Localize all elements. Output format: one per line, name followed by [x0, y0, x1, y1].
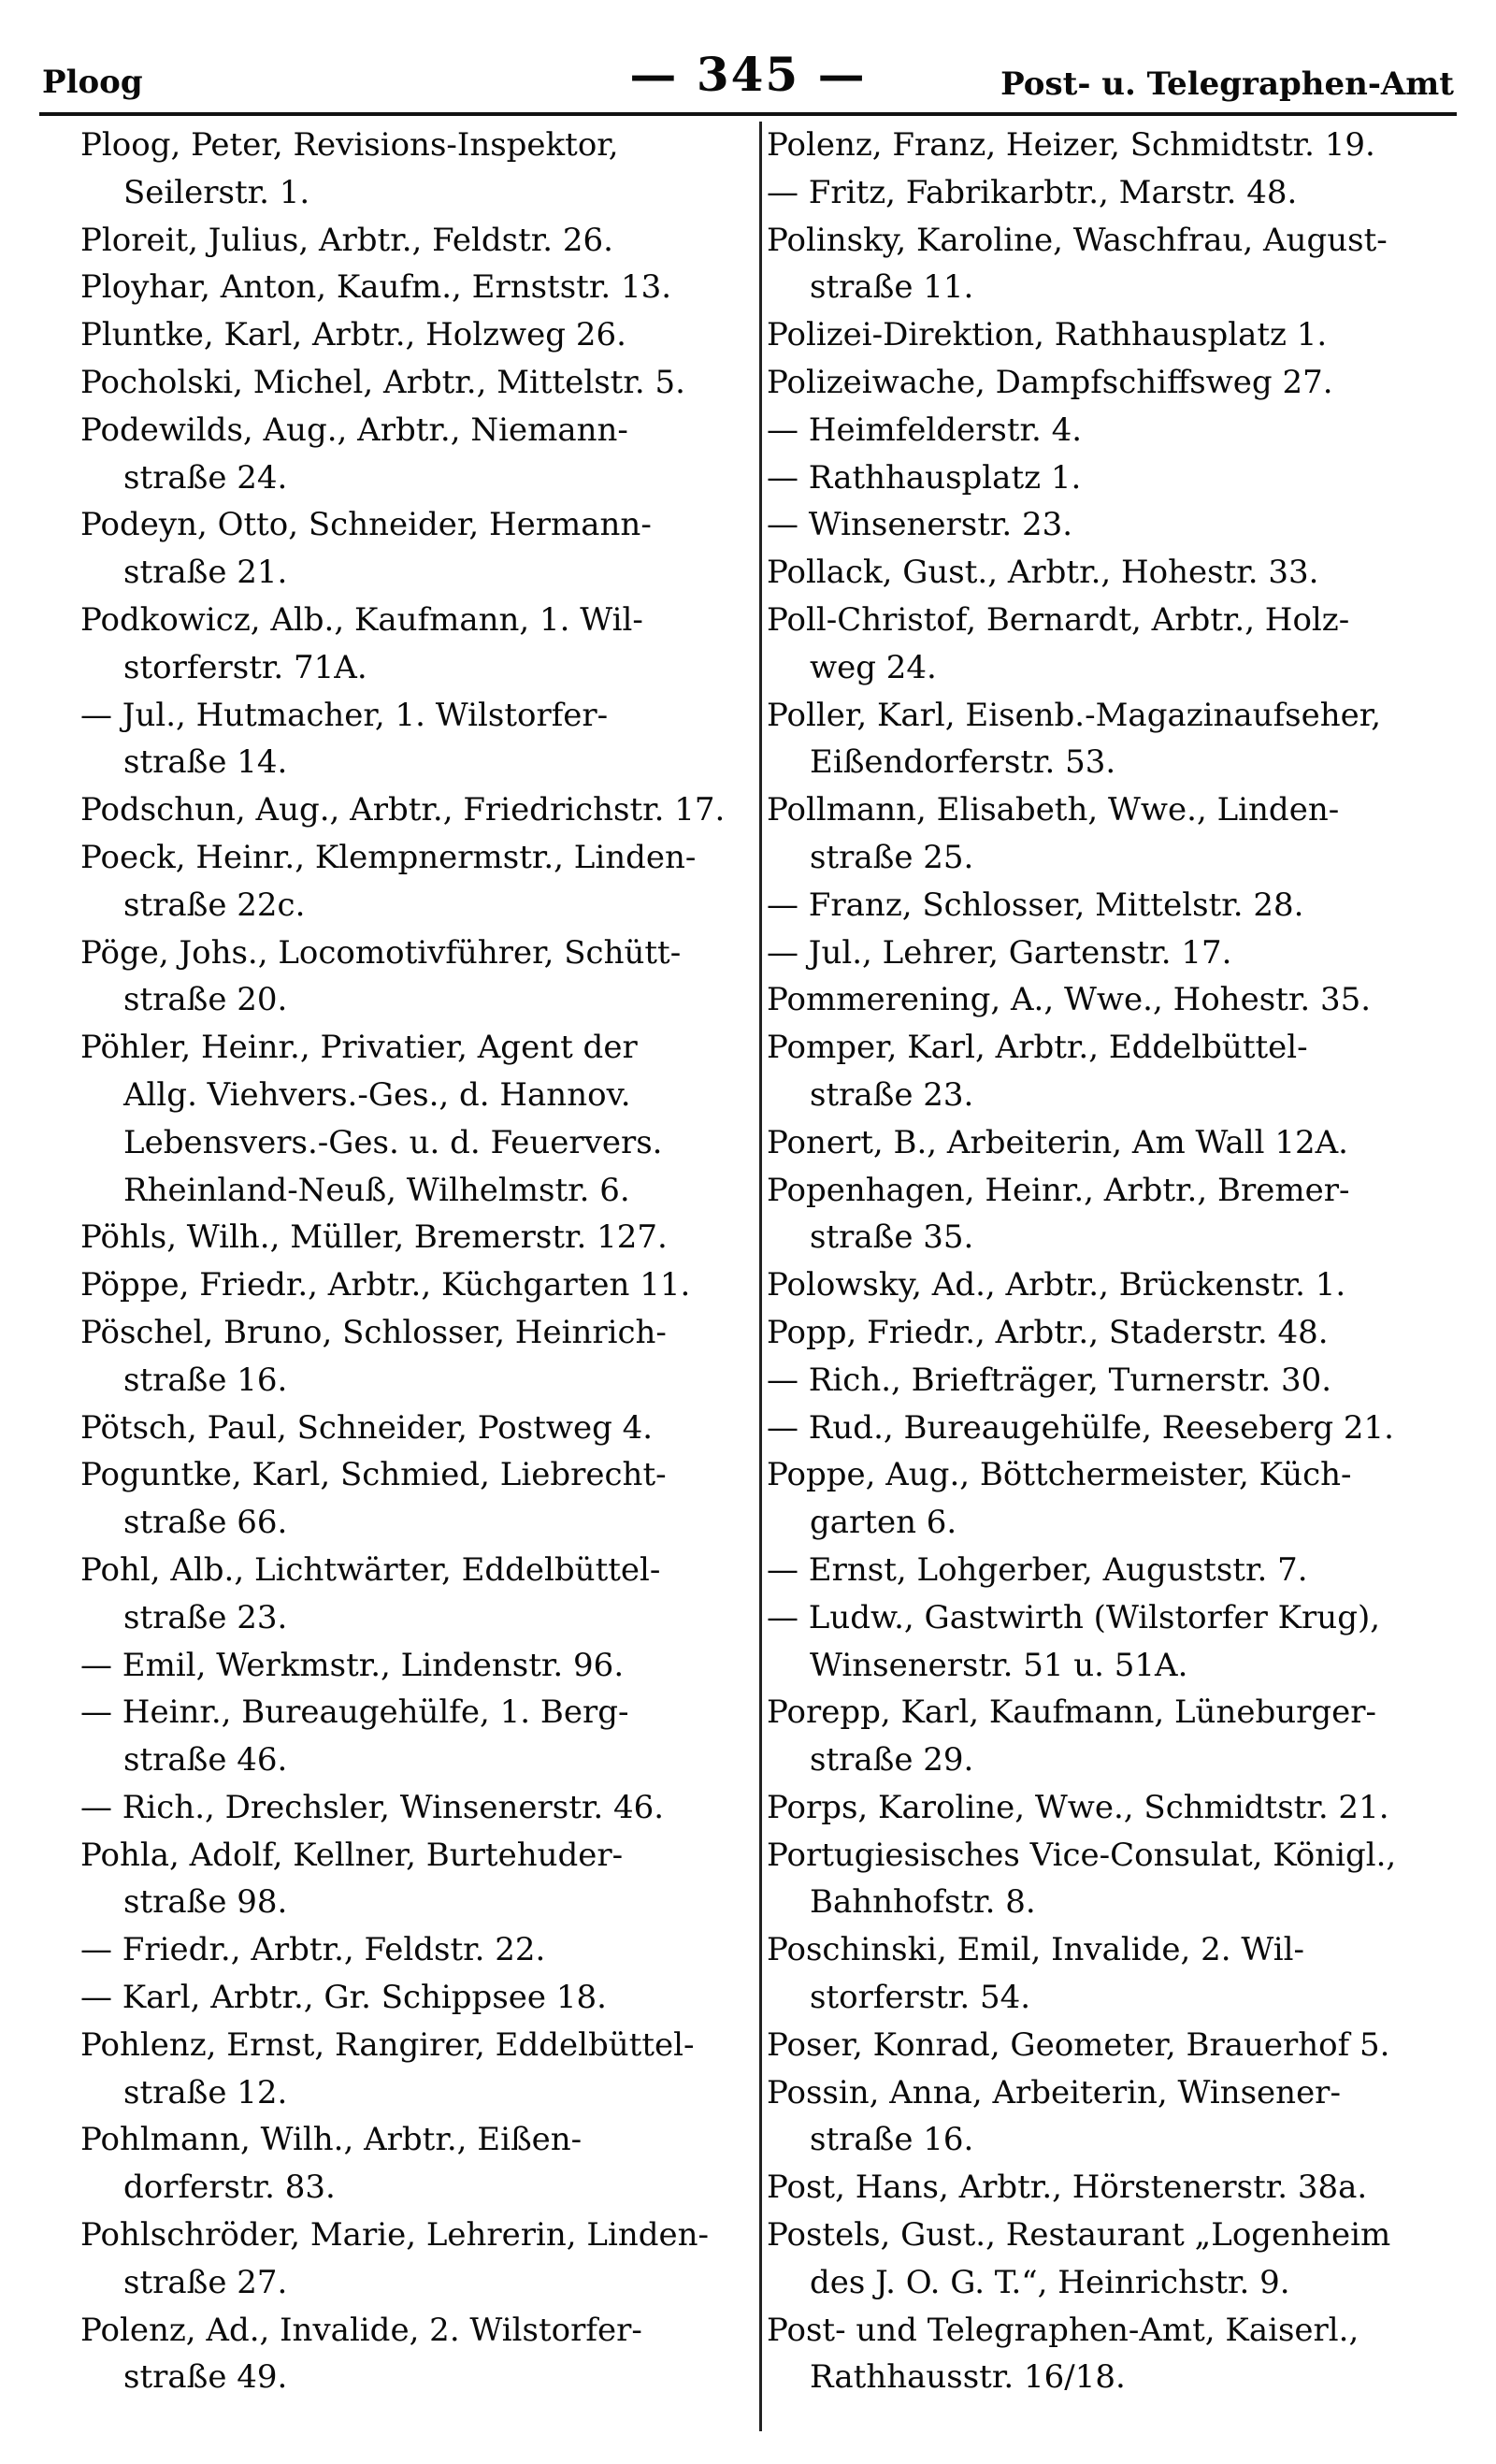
entry-line: straße 16. [123, 1361, 288, 1399]
directory-entry [80, 1309, 765, 1405]
entry-line: Pöschel, Bruno, Schlosser, Heinrich- [80, 1313, 667, 1351]
directory-entry [767, 2022, 1451, 2069]
entry-line: Possin, Anna, Arbeiterin, Winsener- [767, 2073, 1341, 2111]
directory-entry [767, 882, 1451, 929]
entry-line: straße 25. [810, 838, 974, 876]
entry-line: Pommerening, A., Wwe., Hohestr. 35. [767, 981, 1372, 1019]
entry-line: Pollmann, Elisabeth, Wwe., Linden- [767, 791, 1340, 829]
entry-line: Polenz, Franz, Heizer, Schmidtstr. 19. [767, 126, 1375, 164]
entry-line: Rathhausstr. 16/18. [810, 2358, 1126, 2397]
entry-line: Poser, Konrad, Geometer, Brauerhof 5. [767, 2025, 1390, 2064]
header-rule [39, 112, 1457, 116]
entry-line: Podewilds, Aug., Arbtr., Niemann- [80, 411, 628, 449]
entry-line: storferstr. 54. [810, 1979, 1031, 2017]
directory-entry [767, 2307, 1451, 2402]
directory-entry [767, 311, 1451, 359]
entry-line: Pohlmann, Wilh., Arbtr., Eißen- [80, 2121, 583, 2159]
entry-line: storferstr. 71A. [123, 648, 367, 686]
entry-line: Ploog, Peter, Revisions-Inspektor, [80, 126, 619, 164]
directory-entry [767, 549, 1451, 597]
entry-line: straße 35. [810, 1218, 974, 1257]
entry-line: Bahnhofstr. 8. [810, 1883, 1036, 1922]
entry-line: straße 21. [123, 554, 288, 592]
entry-line: Polizeiwache, Dampfschiffsweg 27. [767, 363, 1333, 401]
entry-line: Poppe, Aug., Böttchermeister, Küch- [767, 1456, 1352, 1494]
directory-entry [767, 1547, 1451, 1594]
entry-line: Portugiesisches Vice-Consulat, Königl., [767, 1836, 1397, 1874]
entry-line: straße 22c. [123, 886, 306, 924]
entry-line: Popenhagen, Heinr., Arbtr., Bremer- [767, 1171, 1350, 1209]
running-head-right: Post- u. Telegraphen-Amt [1000, 65, 1454, 103]
directory-entry [80, 2307, 765, 2402]
entry-line: — Heinr., Bureaugehülfe, 1. Berg- [80, 1693, 629, 1732]
directory-entry [80, 1689, 765, 1784]
entry-line: Polenz, Ad., Invalide, 2. Wilstorfer- [80, 2311, 642, 2349]
entry-line: Ployhar, Anton, Kaufm., Ernststr. 13. [80, 268, 672, 307]
directory-entry [80, 1974, 765, 2022]
entry-line: dorferstr. 83. [123, 2169, 336, 2207]
entry-line: Pohla, Adolf, Kellner, Burtehuder- [80, 1836, 624, 1874]
left-column [80, 122, 765, 2401]
directory-entry [80, 122, 765, 217]
entry-line: straße 23. [810, 1075, 974, 1114]
page-number: — 345 — [629, 47, 867, 102]
directory-entry [767, 1405, 1451, 1452]
directory-entry [80, 407, 765, 502]
entry-line: straße 27. [123, 2263, 288, 2301]
directory-entry [80, 834, 765, 929]
directory-entry [767, 976, 1451, 1024]
entry-line: straße 49. [123, 2358, 288, 2397]
directory-entry [80, 929, 765, 1025]
entry-line: Allg. Viehvers.-Ges., d. Hannov. [123, 1075, 631, 1114]
entry-line: straße 46. [123, 1741, 288, 1780]
directory-entry [767, 2212, 1451, 2307]
directory-entry [767, 1832, 1451, 1927]
entry-line: Pohlenz, Ernst, Rangirer, Eddelbüttel- [80, 2025, 695, 2064]
entry-line: Pöhler, Heinr., Privatier, Agent der [80, 1029, 638, 1067]
directory-entry [767, 597, 1451, 692]
entry-line: Post- und Telegraphen-Amt, Kaiserl., [767, 2311, 1359, 2349]
entry-line: straße 98. [123, 1883, 288, 1922]
running-head-left: Ploog [42, 64, 143, 101]
directory-entry [767, 501, 1451, 549]
directory-entry [767, 929, 1451, 977]
entry-line: Podeyn, Otto, Schneider, Hermann- [80, 506, 652, 544]
entry-line: Pohl, Alb., Lichtwärter, Eddelbüttel- [80, 1550, 661, 1589]
directory-entry [80, 2116, 765, 2212]
directory-entry [767, 1594, 1451, 1690]
directory-entry [80, 1214, 765, 1261]
directory-entry [767, 1167, 1451, 1262]
entry-line: garten 6. [810, 1504, 957, 1542]
directory-entry [767, 454, 1451, 502]
directory-entry [80, 786, 765, 834]
entry-line: — Friedr., Arbtr., Feldstr. 22. [80, 1931, 546, 1969]
directory-entry [80, 692, 765, 787]
directory-entry [80, 1547, 765, 1642]
entry-line: straße 14. [123, 743, 288, 782]
entry-line: Ponert, B., Arbeiterin, Am Wall 12A. [767, 1123, 1348, 1161]
directory-entry [80, 1405, 765, 1452]
directory-entry [80, 359, 765, 407]
directory-entry [767, 1784, 1451, 1832]
directory-entry [767, 692, 1451, 787]
entry-line: weg 24. [810, 648, 937, 686]
entry-line: Poller, Karl, Eisenb.-Magazinaufseher, [767, 696, 1382, 734]
directory-entry [767, 1451, 1451, 1547]
entry-line: straße 24. [123, 458, 288, 497]
entry-line: — Rud., Bureaugehülfe, Reeseberg 21. [767, 1408, 1394, 1447]
entry-line: — Emil, Werkmstr., Lindenstr. 96. [80, 1646, 625, 1684]
entry-line: Pomper, Karl, Arbtr., Eddelbüttel- [767, 1029, 1308, 1067]
directory-entry [767, 1119, 1451, 1167]
entry-line: — Rich., Drechsler, Winsenerstr. 46. [80, 1788, 665, 1826]
directory-entry [767, 1309, 1451, 1357]
directory-entry [767, 1024, 1451, 1119]
entry-line: Porepp, Karl, Kaufmann, Lüneburger- [767, 1693, 1377, 1732]
directory-entry [80, 2212, 765, 2307]
entry-line: Pluntke, Karl, Arbtr., Holzweg 26. [80, 316, 626, 354]
directory-entry [767, 122, 1451, 169]
entry-line: — Franz, Schlosser, Mittelstr. 28. [767, 886, 1304, 924]
directory-entry [767, 1926, 1451, 2022]
directory-entry [767, 1261, 1451, 1309]
entry-line: Lebensvers.-Ges. u. d. Feuervers. [123, 1123, 663, 1161]
entry-line: Podkowicz, Alb., Kaufmann, 1. Wil- [80, 600, 643, 639]
directory-entry [80, 1261, 765, 1309]
entry-line: Poschinski, Emil, Invalide, 2. Wil- [767, 1931, 1304, 1969]
entry-line: Pöppe, Friedr., Arbtr., Küchgarten 11. [80, 1266, 691, 1304]
entry-line: Pöhls, Wilh., Müller, Bremerstr. 127. [80, 1218, 668, 1257]
entry-line: Post, Hans, Arbtr., Hörstenerstr. 38a. [767, 2169, 1368, 2207]
directory-entry [767, 1689, 1451, 1784]
directory-entry [80, 217, 765, 265]
right-column [767, 122, 1451, 2401]
entry-line: — Karl, Arbtr., Gr. Schippsee 18. [80, 1979, 607, 2017]
entry-line: straße 23. [123, 1598, 288, 1636]
directory-entry [80, 597, 765, 692]
entry-line: Poeck, Heinr., Klempnermstr., Linden- [80, 838, 697, 876]
entry-line: Postels, Gust., Restaurant „Logenheim [767, 2216, 1391, 2255]
directory-entry [80, 311, 765, 359]
directory-entry [767, 2069, 1451, 2165]
directory-entry [767, 786, 1451, 882]
entry-line: — Ludw., Gastwirth (Wilstorfer Krug), [767, 1598, 1381, 1636]
entry-line: Pötsch, Paul, Schneider, Postweg 4. [80, 1408, 654, 1447]
entry-line: straße 11. [810, 268, 974, 307]
entry-line: Poll-Christof, Bernardt, Arbtr., Holz- [767, 600, 1350, 639]
entry-line: Polizei-Direktion, Rathhausplatz 1. [767, 316, 1328, 354]
entry-line: Polowsky, Ad., Arbtr., Brückenstr. 1. [767, 1266, 1346, 1304]
directory-entry [767, 407, 1451, 454]
directory-entry [80, 1451, 765, 1547]
entry-line: des J. O. G. T.“, Heinrichstr. 9. [810, 2263, 1290, 2301]
entry-line: Winsenerstr. 51 u. 51A. [810, 1646, 1188, 1684]
entry-line: Polinsky, Karoline, Waschfrau, August- [767, 221, 1388, 259]
directory-entry [80, 1784, 765, 1832]
entry-line: Pöge, Johs., Locomotivführer, Schütt- [80, 933, 682, 972]
directory-entry [767, 359, 1451, 407]
entry-line: straße 16. [810, 2121, 974, 2159]
entry-line: — Jul., Hutmacher, 1. Wilstorfer- [80, 696, 609, 734]
entry-line: Poguntke, Karl, Schmied, Liebrecht- [80, 1456, 667, 1494]
entry-line: Popp, Friedr., Arbtr., Staderstr. 48. [767, 1313, 1329, 1351]
entry-line: — Fritz, Fabrikarbtr., Marstr. 48. [767, 173, 1298, 211]
directory-entry [80, 2022, 765, 2117]
directory-entry [767, 2164, 1451, 2212]
entry-line: — Ernst, Lohgerber, Auguststr. 7. [767, 1550, 1308, 1589]
entry-line: Pocholski, Michel, Arbtr., Mittelstr. 5. [80, 363, 685, 401]
entry-line: Pollack, Gust., Arbtr., Hohestr. 33. [767, 554, 1319, 592]
entry-line: — Winsenerstr. 23. [767, 506, 1073, 544]
entry-line: Podschun, Aug., Arbtr., Friedrichstr. 17. [80, 791, 726, 829]
entry-line: — Heimfelderstr. 4. [767, 411, 1083, 449]
directory-entry [80, 1926, 765, 1974]
entry-line: straße 12. [123, 2073, 288, 2111]
page-header [42, 26, 1454, 101]
directory-entry [80, 501, 765, 597]
entry-line: straße 66. [123, 1504, 288, 1542]
entry-line: — Rich., Briefträger, Turnerstr. 30. [767, 1361, 1332, 1399]
entry-line: Pohlschröder, Marie, Lehrerin, Linden- [80, 2216, 710, 2255]
entry-line: Rheinland-Neuß, Wilhelmstr. 6. [123, 1171, 630, 1209]
directory-entry [767, 217, 1451, 312]
entry-line: straße 20. [123, 981, 288, 1019]
directory-entry [80, 1642, 765, 1690]
directory-entry [80, 1024, 765, 1214]
entry-line: straße 29. [810, 1741, 974, 1780]
directory-entry [80, 264, 765, 311]
entry-line: Ploreit, Julius, Arbtr., Feldstr. 26. [80, 221, 613, 259]
directory-entry [767, 1357, 1451, 1405]
entry-line: Porps, Karoline, Wwe., Schmidtstr. 21. [767, 1788, 1389, 1826]
entry-line: Seilerstr. 1. [123, 173, 310, 211]
entry-line: Eißendorferstr. 53. [810, 743, 1116, 782]
entry-line: — Rathhausplatz 1. [767, 458, 1082, 497]
directory-entry [80, 1832, 765, 1927]
directory-entry [767, 169, 1451, 217]
entry-line: — Jul., Lehrer, Gartenstr. 17. [767, 933, 1232, 972]
